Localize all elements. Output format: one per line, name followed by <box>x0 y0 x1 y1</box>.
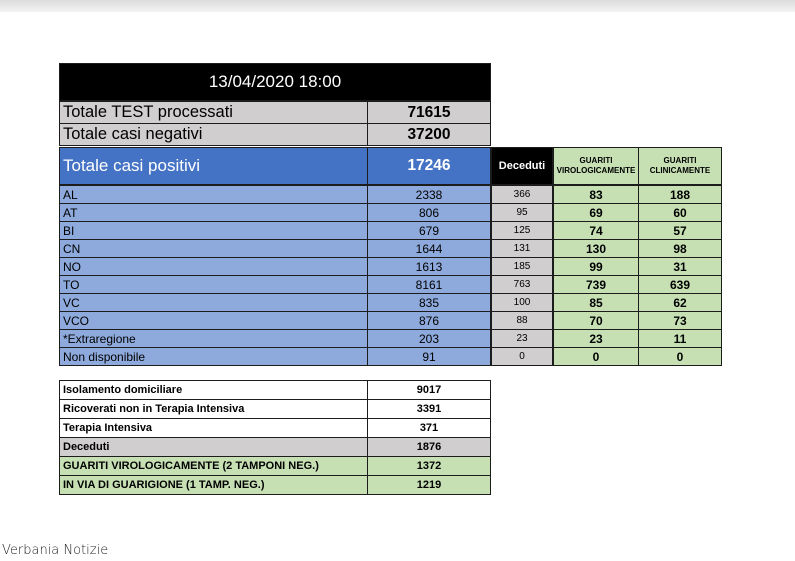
summary-value-text: 3391 <box>416 403 442 415</box>
summary-value-text: 1876 <box>416 441 442 453</box>
province-guariti-clin <box>638 311 722 330</box>
report-datetime-text: 13/04/2020 18:00 <box>208 72 342 91</box>
province-guariti-viro-text: 69 <box>589 205 603 220</box>
summary-label <box>59 437 368 457</box>
province-deceduti <box>491 239 553 258</box>
province-guariti-viro-text: 83 <box>589 187 603 202</box>
province-positives-text: 679 <box>418 223 440 238</box>
province-guariti-clin <box>638 293 722 312</box>
total-tests-value <box>367 101 491 124</box>
summary-value-text: 9017 <box>416 384 442 396</box>
province-deceduti-text: 88 <box>516 315 528 326</box>
deceduti-header-text: Deceduti <box>498 160 546 172</box>
province-deceduti <box>491 257 553 276</box>
province-guariti-clin-text: 98 <box>673 241 687 256</box>
summary-label-text: Isolamento domiciliare <box>63 384 183 396</box>
province-positives-text: 2338 <box>415 187 443 202</box>
province-positives <box>367 185 491 204</box>
province-guariti-clin-text: 31 <box>673 259 687 274</box>
province-guariti-clin-text: 639 <box>669 277 691 292</box>
total-tests-label-text: Totale TEST processati <box>63 103 233 121</box>
province-name <box>59 275 368 294</box>
province-positives <box>367 347 491 366</box>
province-positives-text: 1613 <box>415 259 443 274</box>
summary-label-text: GUARITI VIROLOGICAMENTE (2 TAMPONI NEG.) <box>63 460 319 472</box>
province-guariti-viro <box>553 185 639 204</box>
guariti-clin-header <box>638 147 722 185</box>
province-deceduti <box>491 203 553 222</box>
province-name <box>59 347 368 366</box>
province-deceduti-text: 366 <box>513 189 531 200</box>
province-deceduti-text: 125 <box>513 225 531 236</box>
province-guariti-viro <box>553 221 639 240</box>
summary-value-text: 371 <box>419 422 439 434</box>
province-guariti-clin-text: 11 <box>673 331 687 346</box>
province-guariti-viro-text: 70 <box>589 313 603 328</box>
summary-value <box>367 380 491 400</box>
watermark: Verbania Notizie <box>2 543 109 558</box>
total-tests-label <box>59 101 368 124</box>
top-bar <box>0 0 795 12</box>
province-positives-text: 8161 <box>415 277 443 292</box>
summary-label <box>59 399 368 419</box>
province-name-text: BI <box>63 223 75 238</box>
province-guariti-clin <box>638 275 722 294</box>
province-guariti-clin-text: 188 <box>669 187 691 202</box>
total-positives-label-text: Totale casi positivi <box>63 156 201 175</box>
province-guariti-viro <box>553 311 639 330</box>
guariti-clin-header-text: GUARITI CLINICAMENTE <box>649 156 711 175</box>
total-negatives-label <box>59 123 368 146</box>
province-positives-text: 876 <box>418 313 440 328</box>
province-guariti-viro <box>553 257 639 276</box>
province-deceduti <box>491 221 553 240</box>
province-positives-text: 806 <box>418 205 440 220</box>
summary-value <box>367 437 491 457</box>
province-name <box>59 293 368 312</box>
province-name-text: NO <box>63 259 81 274</box>
total-negatives-value <box>367 123 491 146</box>
total-negatives-label-text: Totale casi negativi <box>63 125 203 143</box>
province-guariti-clin-text: 60 <box>673 205 687 220</box>
summary-value-text: 1372 <box>416 460 442 472</box>
province-name-text: VCO <box>63 313 90 328</box>
province-name-text: CN <box>63 241 81 256</box>
province-guariti-clin-text: 57 <box>673 223 687 238</box>
total-positives-value-text: 17246 <box>407 157 451 174</box>
province-guariti-clin-text: 62 <box>673 295 687 310</box>
province-guariti-clin <box>638 329 722 348</box>
province-positives <box>367 311 491 330</box>
province-guariti-clin <box>638 257 722 276</box>
province-deceduti <box>491 311 553 330</box>
province-name-text: AL <box>63 187 78 202</box>
province-guariti-clin <box>638 221 722 240</box>
summary-label <box>59 475 368 495</box>
province-positives <box>367 293 491 312</box>
province-deceduti <box>491 293 553 312</box>
province-deceduti-text: 0 <box>519 351 525 362</box>
province-guariti-clin <box>638 347 722 366</box>
province-positives-text: 91 <box>422 349 436 364</box>
province-positives <box>367 203 491 222</box>
province-guariti-clin <box>638 239 722 258</box>
summary-label <box>59 380 368 400</box>
province-deceduti <box>491 347 553 366</box>
guariti-viro-header <box>553 147 639 185</box>
province-name-text: VC <box>63 295 80 310</box>
province-positives <box>367 257 491 276</box>
summary-label-text: IN VIA DI GUARIGIONE (1 TAMP. NEG.) <box>63 479 265 491</box>
summary-label-text: Ricoverati non in Terapia Intensiva <box>63 403 245 415</box>
province-name <box>59 221 368 240</box>
province-deceduti-text: 23 <box>516 333 528 344</box>
report-datetime <box>59 63 491 101</box>
province-name <box>59 203 368 222</box>
province-name <box>59 311 368 330</box>
province-deceduti <box>491 185 553 204</box>
province-guariti-viro-text: 74 <box>589 223 603 238</box>
summary-value <box>367 399 491 419</box>
province-guariti-viro-text: 23 <box>589 331 603 346</box>
summary-value <box>367 418 491 438</box>
province-guariti-viro-text: 85 <box>589 295 603 310</box>
deceduti-header <box>491 147 553 185</box>
total-tests-value-text: 71615 <box>407 103 451 121</box>
province-deceduti-text: 185 <box>513 261 531 272</box>
province-guariti-clin-text: 73 <box>673 313 687 328</box>
summary-label-text: Terapia Intensiva <box>63 422 153 434</box>
province-positives-text: 1644 <box>415 241 443 256</box>
province-guariti-clin <box>638 185 722 204</box>
province-guariti-viro <box>553 293 639 312</box>
province-deceduti <box>491 275 553 294</box>
province-deceduti <box>491 329 553 348</box>
province-guariti-viro <box>553 329 639 348</box>
province-guariti-viro-text: 739 <box>585 277 607 292</box>
province-positives <box>367 275 491 294</box>
summary-value <box>367 475 491 495</box>
province-positives <box>367 239 491 258</box>
summary-label <box>59 456 368 476</box>
province-name-text: TO <box>63 277 80 292</box>
summary-value-text: 1219 <box>416 479 442 491</box>
province-guariti-clin-text: 0 <box>676 349 684 364</box>
province-guariti-viro <box>553 275 639 294</box>
summary-label-text: Deceduti <box>63 441 110 453</box>
province-guariti-viro <box>553 203 639 222</box>
province-name-text: Non disponibile <box>63 349 146 364</box>
province-guariti-viro <box>553 347 639 366</box>
province-name <box>59 239 368 258</box>
province-name <box>59 329 368 348</box>
province-positives <box>367 221 491 240</box>
province-name-text: AT <box>63 205 78 220</box>
summary-value <box>367 456 491 476</box>
summary-label <box>59 418 368 438</box>
province-guariti-viro-text: 99 <box>589 259 603 274</box>
province-positives <box>367 329 491 348</box>
province-deceduti-text: 131 <box>513 243 531 254</box>
total-negatives-value-text: 37200 <box>407 125 451 143</box>
province-name-text: *Extraregione <box>63 331 136 346</box>
province-guariti-viro-text: 130 <box>585 241 607 256</box>
province-deceduti-text: 100 <box>513 297 531 308</box>
province-guariti-viro <box>553 239 639 258</box>
province-deceduti-text: 763 <box>513 279 531 290</box>
guariti-viro-header-text: GUARITI VIROLOGICAMENTE <box>556 156 636 175</box>
province-positives-text: 203 <box>418 331 440 346</box>
total-positives-value <box>367 147 491 185</box>
province-name <box>59 257 368 276</box>
province-guariti-viro-text: 0 <box>592 349 600 364</box>
total-positives-label <box>59 147 368 185</box>
province-deceduti-text: 95 <box>516 207 528 218</box>
province-positives-text: 835 <box>418 295 440 310</box>
province-name <box>59 185 368 204</box>
province-guariti-clin <box>638 203 722 222</box>
